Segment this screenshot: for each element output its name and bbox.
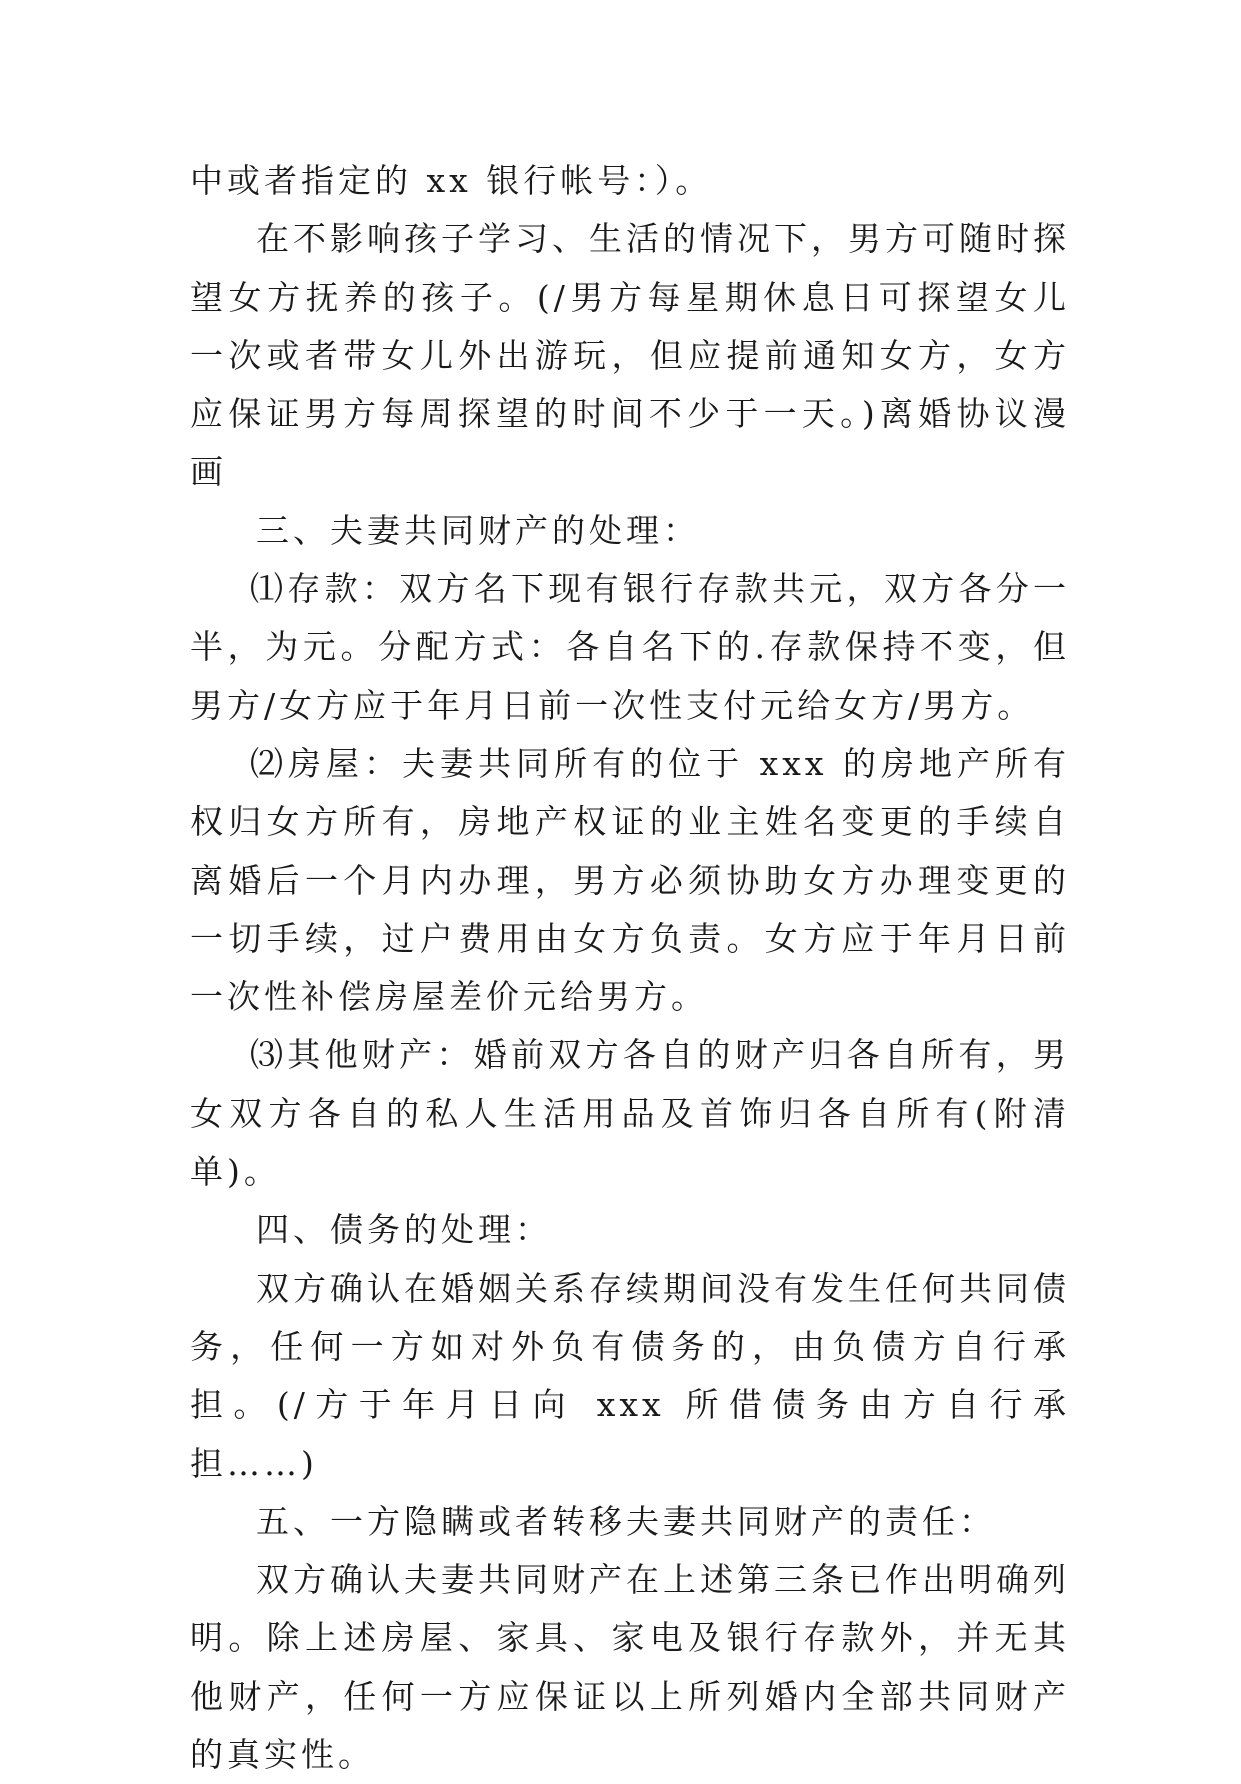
heading-debts: 四、债务的处理： — [256, 1210, 552, 1250]
paragraph-house: ⑵房屋：夫妻共同所有的位于 xxx 的房地产所有权归女方所有，房地产权证的业主姓名变更的手续自离婚后一个月内办理，男方必须协助女方办理变更的一切手续，过户费用由女方负责。女方应于年月日前一次性补偿房屋差价元给男方。 — [190, 743, 1070, 1017]
paragraph-concealment: 双方确认夫妻共同财产在上述第三条已作出明确列明。除上述房屋、家具、家电及银行存款外，并无其他财产，任何一方应保证以上所列婚内全部共同财产的真实性。 — [190, 1560, 1070, 1775]
heading-concealment: 五、一方隐瞒或者转移夫妻共同财产的责任： — [256, 1501, 996, 1541]
paragraph-visitation: 在不影响孩子学习、生活的情况下，男方可随时探望女方抚养的孩子。(/男方每星期休息日可探望女儿一次或者带女儿外出游玩，但应提前通知女方，女方应保证男方每周探望的时间不少于一天。)离婚协议漫画 — [190, 219, 1070, 492]
heading-common-property: 三、夫妻共同财产的处理： — [256, 510, 700, 550]
paragraph-deposits: ⑴存款：双方名下现有银行存款共元，双方各分一半，为元。分配方式：各自名下的.存款保持不变，但男方/女方应于年月日前一次性支付元给女方/男方。 — [190, 569, 1070, 725]
document-body — [190, 152, 1070, 1784]
paragraph-debts: 双方确认在婚姻关系存续期间没有发生任何共同债务，任何一方如对外负有债务的，由负债方自行承担。(/方于年月日向 xxx 所借债务由方自行承担……) — [190, 1268, 1070, 1483]
paragraph-other-property: ⑶其他财产：婚前双方各自的财产归各自所有，男女双方各自的私人生活用品及首饰归各自所有(附清单)。 — [190, 1035, 1070, 1192]
paragraph-bank-account: 中或者指定的 xx 银行帐号：）。 — [190, 161, 713, 200]
